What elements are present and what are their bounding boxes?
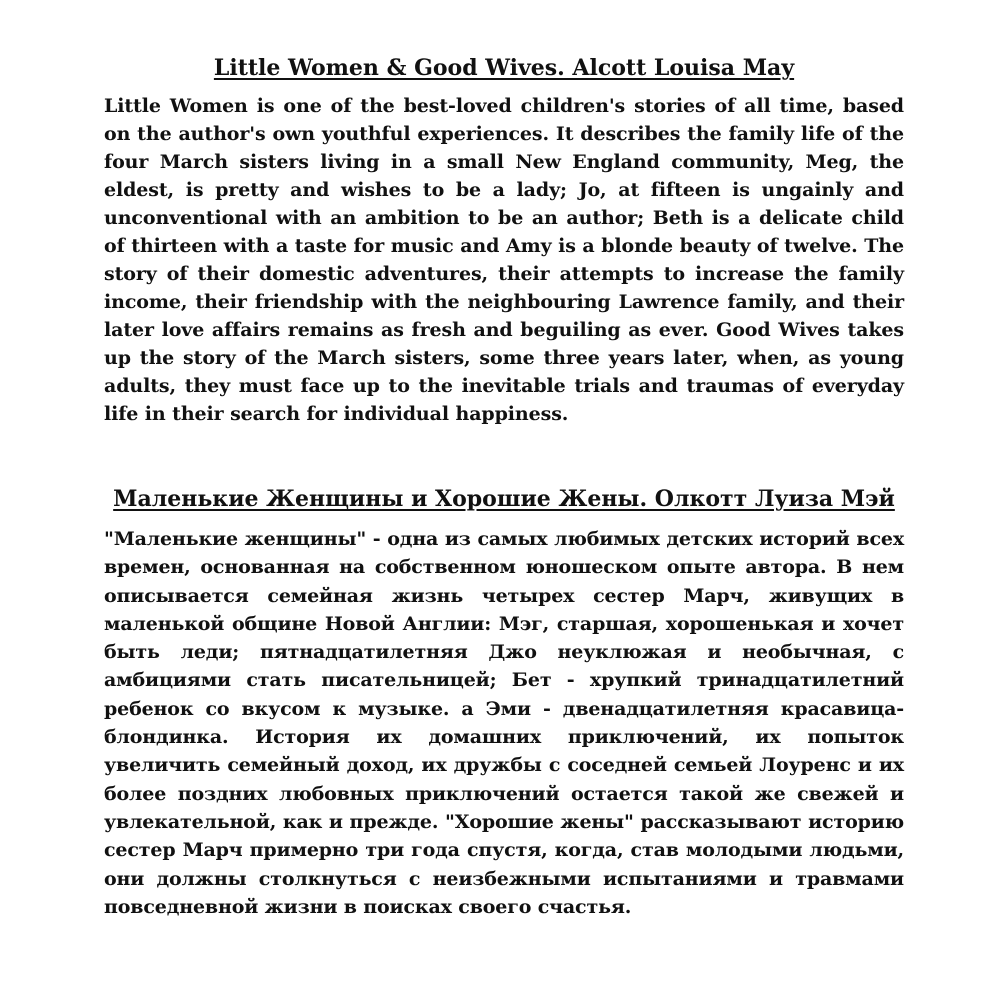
english-description: Little Women is one of the best-loved children's stories of all time, based on the author's own youthful experiences. It describes the family life of the four March sisters living in a small New England community, Meg, the eldest, is pretty and wishes to be a lady; Jo, at fifteen is ungainly and unconventional with an ambition to be an author; Beth is a delicate child of thirteen with a taste for music and Amy is a blonde beauty of twelve. The story of their domestic adventures, their attempts to increase the family income, their friendship with the neighbouring Lawrence family, and their later love affairs remains as fresh and beguiling as ever. Good Wives takes up the story of the March sisters, some three years later, when, as young adults, they must face up to the inevitable trials and traumas of everyday life in their search for individual happiness.: [104, 95, 904, 425]
russian-description: "Маленькие женщины" - одна из самых любимых детских историй всех времен, основанная на собственном юношеском опыте автора. В нем описывается семейная жизнь четырех сестер Марч, живущих в маленькой общине Новой Англии: Мэг, старшая, хорошенькая и хочет быть леди; пятнадцатилетняя Джо неуклюжая и необычная, с амбициями стать писательницей; Бет - хрупкий тринадцатилетний ребенок со вкусом к музыке. а Эми - двенадцатилетняя красавица-блондинка. История их домашних приключений, их попыток увеличить семейный доход, их дружбы с соседней семьей Лоуренс и их более поздних любовных приключений остается такой же свежей и увлекательной, как и прежде. "Хорошие жены" рассказывают историю сестер Марч примерно три года спустя, когда, став молодыми людьми, они должны столкнуться с неизбежными испытаниями и травмами повседневной жизни в поисках своего счастья.: [104, 528, 904, 918]
english-title: Little Women & Good Wives. Alcott Louisa May: [213, 55, 795, 81]
russian-section: [104, 483, 904, 921]
russian-title: Маленькие Женщины и Хорошие Жены. Олкотт Луиза Мэй: [113, 486, 895, 512]
english-section: [104, 52, 904, 428]
